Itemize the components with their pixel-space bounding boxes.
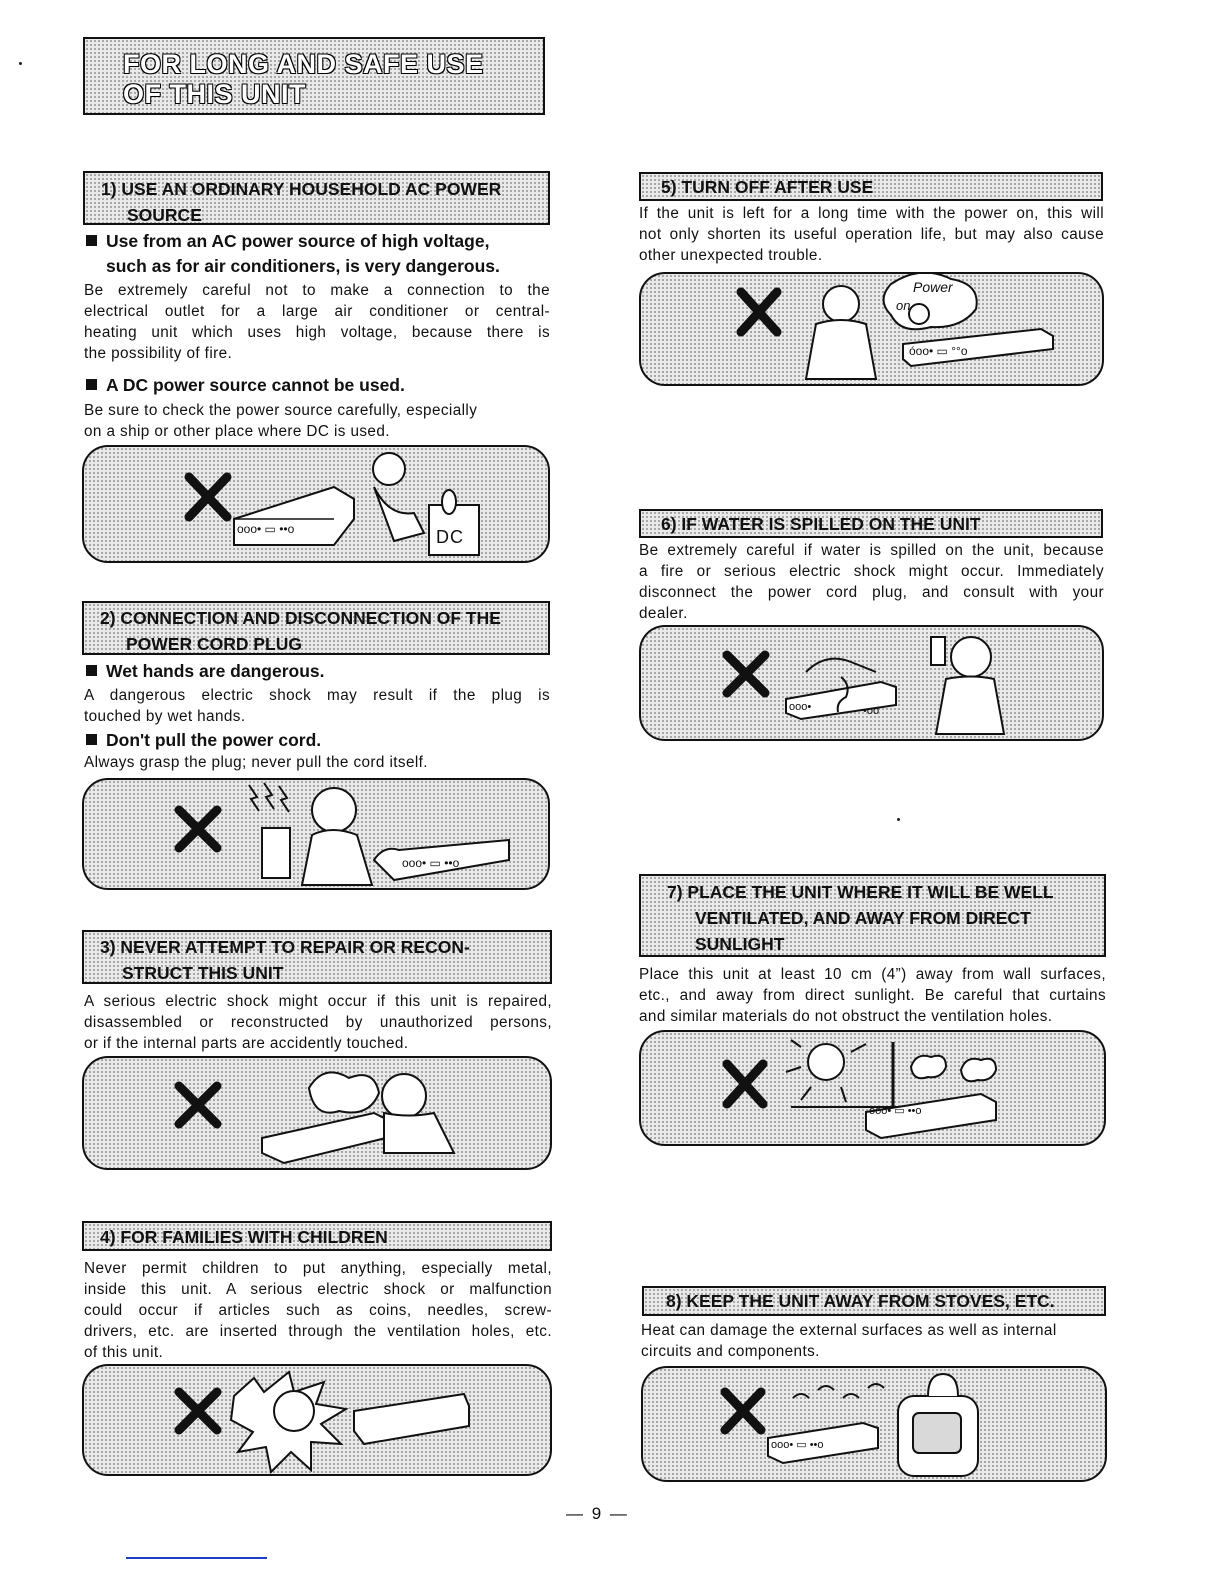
section-7-body-line: Place this unit at least 10 cm (4”) away from wall surfaces, bbox=[639, 966, 1106, 983]
section-1-illustration bbox=[82, 445, 550, 563]
unit-device-icon bbox=[262, 1113, 394, 1163]
section-4-heading bbox=[82, 1221, 552, 1251]
section-5-body bbox=[639, 203, 1104, 266]
section-4-body bbox=[84, 1258, 552, 1363]
section-2-sub1-text: Wet hands are dangerous. bbox=[106, 661, 325, 681]
section-5-body-line: not only shorten its useful operation life, but may also cause bbox=[639, 226, 1104, 243]
section-2-body2-line: Always grasp the plug; never pull the cord itself. bbox=[84, 754, 428, 771]
section-1-body1-line: the possibility of fire. bbox=[84, 345, 233, 362]
power-knob-icon bbox=[909, 304, 929, 324]
heat-cloud-icon bbox=[911, 1056, 996, 1082]
pull-cord-illustration bbox=[84, 780, 550, 890]
section-1-body2-line: Be sure to check the power source carefully, especially bbox=[84, 402, 478, 419]
person-body-icon bbox=[302, 830, 372, 885]
section-3-heading-line2: STRUCT THIS UNIT bbox=[122, 963, 284, 983]
section-6-body-line: Be extremely careful if water is spilled on the unit, because bbox=[639, 542, 1104, 559]
page-title-line2: OF THIS UNIT bbox=[123, 79, 306, 109]
section-3-body-line: A serious electric shock might occur if this unit is repaired, bbox=[84, 993, 552, 1010]
section-4-body-line: could occur if articles such as coins, needles, screw- bbox=[84, 1302, 552, 1319]
unit-front-panel-label: ooo• ▭ ••o bbox=[237, 522, 295, 536]
section-8-illustration bbox=[641, 1366, 1107, 1482]
person-head-icon bbox=[312, 788, 356, 832]
section-1-sub2 bbox=[86, 373, 405, 398]
person-head-icon bbox=[823, 286, 859, 322]
bullet-icon bbox=[86, 235, 97, 246]
section-1-sub1 bbox=[86, 229, 489, 254]
prohibited-x-icon bbox=[189, 477, 227, 517]
section-2-body1-line: A dangerous electric shock may result if the plug is bbox=[84, 687, 550, 704]
section-4-body-line: of this unit. bbox=[84, 1344, 164, 1361]
dc-label: DC bbox=[436, 527, 464, 547]
section-7-body bbox=[639, 964, 1106, 1027]
section-7-heading-line2: VENTILATED, AND AWAY FROM DIRECT bbox=[695, 908, 1031, 928]
person-head-icon bbox=[951, 637, 991, 677]
kettle-icon bbox=[928, 1374, 958, 1396]
person-body-icon bbox=[374, 487, 424, 541]
section-1-body1-line: heating unit which uses high voltage, because there is bbox=[84, 324, 550, 341]
child-shock-illustration bbox=[84, 1366, 552, 1476]
section-8-body-line: circuits and components. bbox=[641, 1343, 820, 1360]
bottom-underline bbox=[126, 1557, 267, 1559]
smoke-cloud-icon bbox=[309, 1072, 379, 1112]
section-8-body-line: Heat can damage the external surfaces as well as internal bbox=[641, 1322, 1057, 1339]
prohibited-x-icon bbox=[179, 810, 217, 848]
unit-front-panel-label: ooo• ▭ ••o bbox=[771, 1439, 824, 1451]
heat-waves-icon bbox=[793, 1384, 884, 1398]
outlet-icon bbox=[262, 828, 290, 878]
section-4-illustration bbox=[82, 1364, 552, 1476]
section-2-heading bbox=[82, 601, 550, 655]
on-label: on bbox=[896, 298, 911, 313]
section-1-body1-line: Be extremely careful not to make a connection to the bbox=[84, 282, 550, 299]
section-8-heading-line1: 8) KEEP THE UNIT AWAY FROM STOVES, ETC. bbox=[666, 1291, 1055, 1311]
unit-front-panel-label: óoo• ▭ °°o bbox=[909, 344, 968, 358]
section-4-body-line: inside this unit. A serious electric shock or malfunction bbox=[84, 1281, 552, 1298]
section-1-body2-line: on a ship or other place where DC is used. bbox=[84, 423, 390, 440]
section-7-heading-line1: 7) PLACE THE UNIT WHERE IT WILL BE WELL bbox=[667, 882, 1054, 902]
section-3-heading bbox=[82, 930, 552, 984]
section-8-heading bbox=[642, 1286, 1106, 1316]
section-5-illustration bbox=[639, 272, 1104, 386]
section-3-body bbox=[84, 991, 552, 1054]
scan-speck bbox=[897, 818, 900, 821]
section-1-heading-line2: SOURCE bbox=[127, 205, 202, 225]
section-5-heading-line1: 5) TURN OFF AFTER USE bbox=[661, 177, 874, 197]
section-2-illustration bbox=[82, 778, 550, 890]
prohibited-x-icon bbox=[179, 1086, 217, 1124]
page-title-box bbox=[83, 37, 545, 115]
section-2-body1-line: touched by wet hands. bbox=[84, 708, 246, 725]
child-head-icon bbox=[274, 1391, 314, 1431]
person-body-icon bbox=[806, 320, 876, 379]
page-number: — 9 — bbox=[566, 1504, 629, 1523]
unit-device-icon bbox=[234, 487, 354, 545]
section-3-body-line: disassembled or reconstructed by unauthorized persons, bbox=[84, 1014, 552, 1031]
section-7-heading bbox=[639, 874, 1106, 957]
scan-speck bbox=[19, 62, 22, 65]
section-5-heading bbox=[639, 172, 1103, 201]
section-2-sub1 bbox=[86, 659, 324, 684]
section-6-heading-line1: 6) IF WATER IS SPILLED ON THE UNIT bbox=[661, 514, 981, 534]
shock-icon bbox=[249, 783, 289, 812]
prohibited-x-icon bbox=[727, 655, 765, 693]
section-6-body-line: dealer. bbox=[639, 605, 688, 622]
unit-front-panel-label: ooo• ▭ ••o bbox=[402, 856, 460, 870]
unit-device-icon bbox=[354, 1394, 469, 1444]
section-7-heading-line3: SUNLIGHT bbox=[695, 934, 785, 954]
power-label: Power bbox=[913, 279, 953, 295]
section-6-body-line: disconnect the power cord plug, and consult with your bbox=[639, 584, 1104, 601]
section-2-heading-line2: POWER CORD PLUG bbox=[126, 634, 302, 654]
ventilation-illustration bbox=[641, 1032, 1106, 1146]
section-4-body-line: Never permit children to put anything, especially metal, bbox=[84, 1260, 552, 1277]
section-5-body-line: other unexpected trouble. bbox=[639, 247, 823, 264]
section-2-heading-line1: 2) CONNECTION AND DISCONNECTION OF THE bbox=[100, 608, 501, 628]
person-head-icon bbox=[373, 453, 405, 485]
prohibited-x-icon bbox=[179, 1392, 217, 1430]
prohibited-x-icon bbox=[725, 1392, 761, 1430]
section-2-body1 bbox=[84, 685, 550, 727]
section-1-body1 bbox=[84, 280, 550, 364]
power-on-illustration bbox=[641, 274, 1104, 386]
stove-illustration bbox=[643, 1368, 1107, 1482]
outlet-icon bbox=[931, 637, 945, 665]
section-6-illustration bbox=[639, 625, 1104, 741]
prohibited-x-icon bbox=[741, 292, 777, 332]
section-6-body bbox=[639, 540, 1104, 624]
section-3-body-line: or if the internal parts are accidently touched. bbox=[84, 1035, 409, 1052]
section-1-body2 bbox=[84, 400, 550, 442]
prohibited-x-icon bbox=[727, 1064, 763, 1104]
section-1-body1-line: electrical outlet for a large air conditioner or central- bbox=[84, 303, 550, 320]
unit-front-panel-label: ooo• ▭ ••o bbox=[869, 1105, 922, 1117]
bullet-icon bbox=[86, 734, 97, 745]
person-head-icon bbox=[382, 1074, 426, 1118]
section-2-sub2 bbox=[86, 728, 321, 753]
bullet-icon bbox=[86, 665, 97, 676]
section-2-sub2-text: Don't pull the power cord. bbox=[106, 730, 322, 750]
section-1-sub2-text: A DC power source cannot be used. bbox=[106, 375, 405, 395]
section-2-body2 bbox=[84, 752, 550, 773]
dc-outlet-illustration bbox=[84, 447, 550, 563]
water-spill-illustration bbox=[641, 627, 1104, 741]
section-7-body-line: and similar materials do not obstruct the ventilation holes. bbox=[639, 1008, 1053, 1025]
person-body-icon bbox=[384, 1113, 454, 1153]
spilled-cup-icon bbox=[806, 659, 876, 672]
section-3-heading-line1: 3) NEVER ATTEMPT TO REPAIR OR RECON- bbox=[100, 937, 470, 957]
section-1-heading-line1: 1) USE AN ORDINARY HOUSEHOLD AC POWER bbox=[101, 179, 502, 199]
unit-front-panel-label-2: •oo bbox=[863, 705, 880, 717]
section-6-heading bbox=[639, 509, 1103, 538]
section-4-heading-line1: 4) FOR FAMILIES WITH CHILDREN bbox=[100, 1227, 388, 1247]
section-1-heading bbox=[83, 171, 550, 225]
section-7-body-line: etc., and away from direct sunlight. Be careful that curtains bbox=[639, 987, 1106, 1004]
repair-illustration bbox=[84, 1058, 552, 1170]
page-title-line1: FOR LONG AND SAFE USE bbox=[123, 49, 484, 79]
section-1-sub1-line1: Use from an AC power source of high voltage, bbox=[106, 231, 490, 251]
bullet-icon bbox=[86, 379, 97, 390]
stove-grill bbox=[913, 1413, 961, 1453]
section-5-body-line: If the unit is left for a long time with the power on, this will bbox=[639, 205, 1104, 222]
section-8-body bbox=[641, 1320, 1106, 1362]
section-7-illustration bbox=[639, 1030, 1106, 1146]
section-6-body-line: a fire or serious electric shock might occur. Immediately bbox=[639, 563, 1104, 580]
section-3-illustration bbox=[82, 1056, 552, 1170]
person-body-icon bbox=[936, 677, 1004, 735]
section-4-body-line: drivers, etc. are inserted through the ventilation holes, etc. bbox=[84, 1323, 552, 1340]
section-1-sub1-line2: such as for air conditioners, is very dangerous. bbox=[106, 256, 500, 276]
unit-front-panel-label: ooo• bbox=[789, 701, 812, 713]
sun-icon bbox=[808, 1044, 844, 1080]
